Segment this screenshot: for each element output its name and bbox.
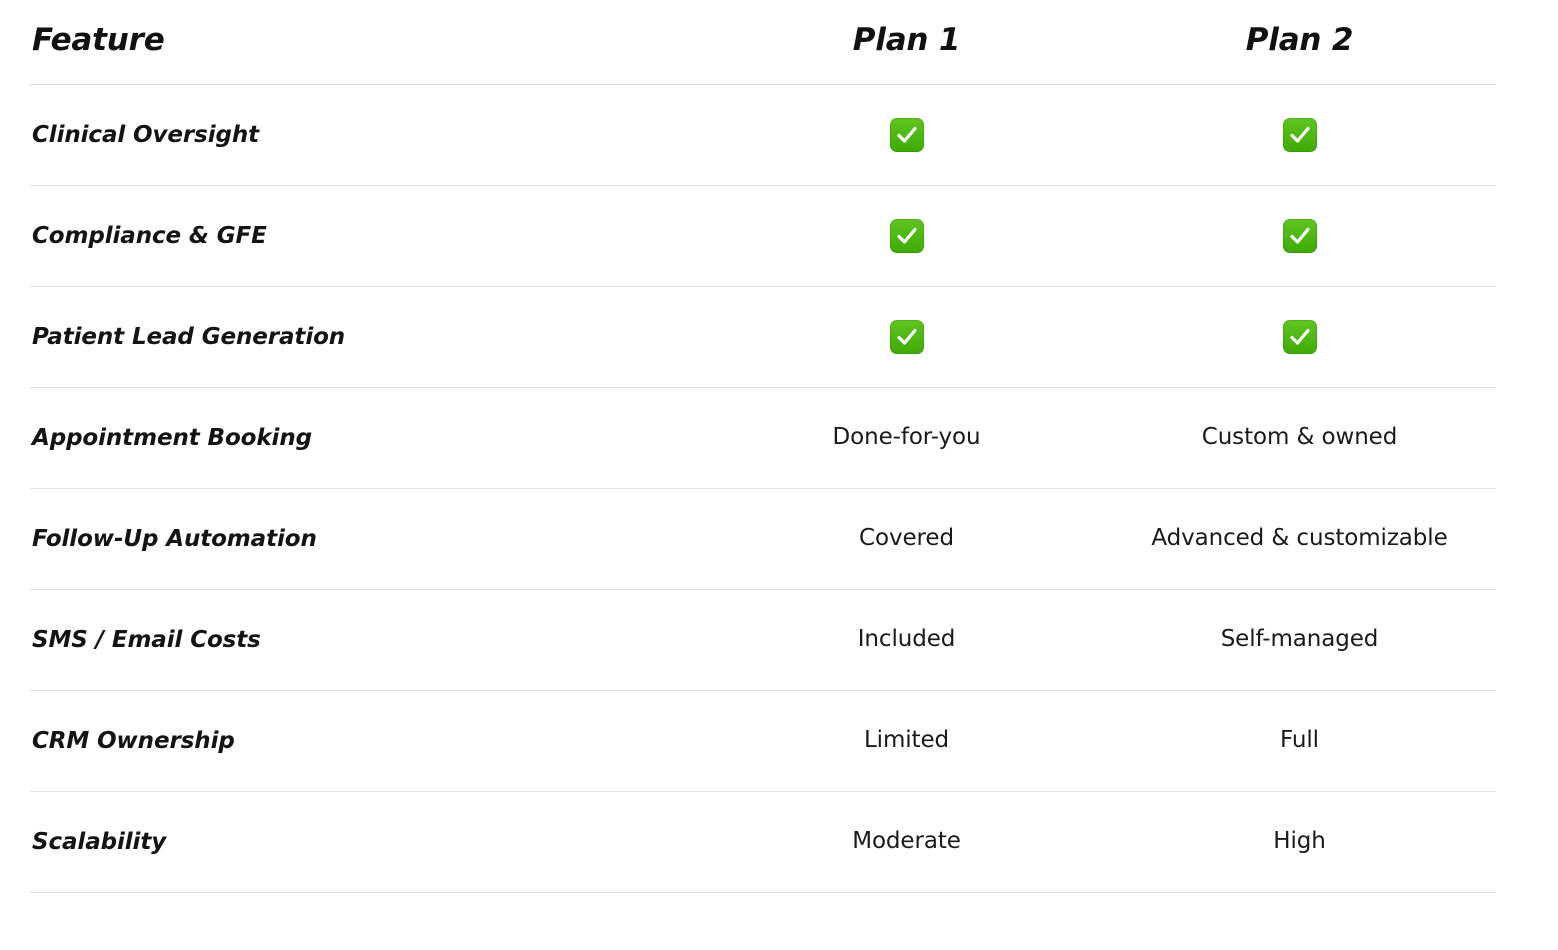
plan-1-value — [710, 489, 1103, 590]
table-row — [30, 590, 1496, 691]
plan-2-value — [1103, 691, 1496, 792]
plan-2-value — [1103, 792, 1496, 893]
column-header-plan-2: Plan 2 — [1103, 22, 1496, 85]
plan-1-value-text: Included — [857, 626, 956, 653]
table-row — [30, 691, 1496, 792]
white-check-mark-icon — [890, 219, 924, 253]
white-check-mark-icon — [1283, 118, 1317, 152]
plan-2-value-text: Full — [1280, 727, 1319, 754]
plan-1-value — [710, 85, 1103, 186]
plan-1-value — [710, 388, 1103, 489]
table-header-row — [30, 22, 1496, 85]
table-body — [30, 85, 1496, 893]
feature-comparison-table — [30, 22, 1496, 893]
plan-2-value-text: Advanced & customizable — [1151, 525, 1448, 552]
white-check-mark-icon — [890, 320, 924, 354]
plan-1-value — [710, 287, 1103, 388]
plan-2-value — [1103, 85, 1496, 186]
plan-2-value — [1103, 489, 1496, 590]
feature-label: Scalability — [32, 829, 167, 855]
table-row — [30, 792, 1496, 893]
column-header-plan-1: Plan 1 — [710, 22, 1103, 85]
table-row — [30, 489, 1496, 590]
table-row — [30, 388, 1496, 489]
plan-1-value-text: Covered — [859, 525, 954, 552]
feature-label: Follow-Up Automation — [32, 526, 317, 552]
plan-2-value — [1103, 590, 1496, 691]
white-check-mark-icon — [1283, 320, 1317, 354]
feature-label: SMS / Email Costs — [32, 627, 261, 653]
feature-label: CRM Ownership — [32, 728, 235, 754]
feature-label: Clinical Oversight — [32, 122, 260, 148]
plan-1-value — [710, 691, 1103, 792]
table-row — [30, 85, 1496, 186]
table-row — [30, 287, 1496, 388]
plan-2-value — [1103, 186, 1496, 287]
plan-2-value — [1103, 287, 1496, 388]
column-header-feature: Feature — [30, 22, 710, 85]
table-row — [30, 186, 1496, 287]
plan-1-value — [710, 186, 1103, 287]
plan-1-value-text: Limited — [863, 727, 950, 754]
table-header — [30, 22, 1496, 85]
plan-1-value-text: Done-for-you — [832, 424, 981, 451]
white-check-mark-icon — [890, 118, 924, 152]
plan-1-value — [710, 792, 1103, 893]
plan-1-value-text: Moderate — [852, 828, 961, 855]
plan-2-value — [1103, 388, 1496, 489]
plan-1-value — [710, 590, 1103, 691]
plan-2-value-text: High — [1273, 828, 1326, 855]
feature-label: Compliance & GFE — [32, 223, 267, 249]
plan-2-value-text: Self-managed — [1220, 626, 1379, 653]
feature-label: Patient Lead Generation — [32, 324, 346, 350]
plan-2-value-text: Custom & owned — [1201, 424, 1398, 451]
feature-label: Appointment Booking — [32, 425, 312, 451]
white-check-mark-icon — [1283, 219, 1317, 253]
